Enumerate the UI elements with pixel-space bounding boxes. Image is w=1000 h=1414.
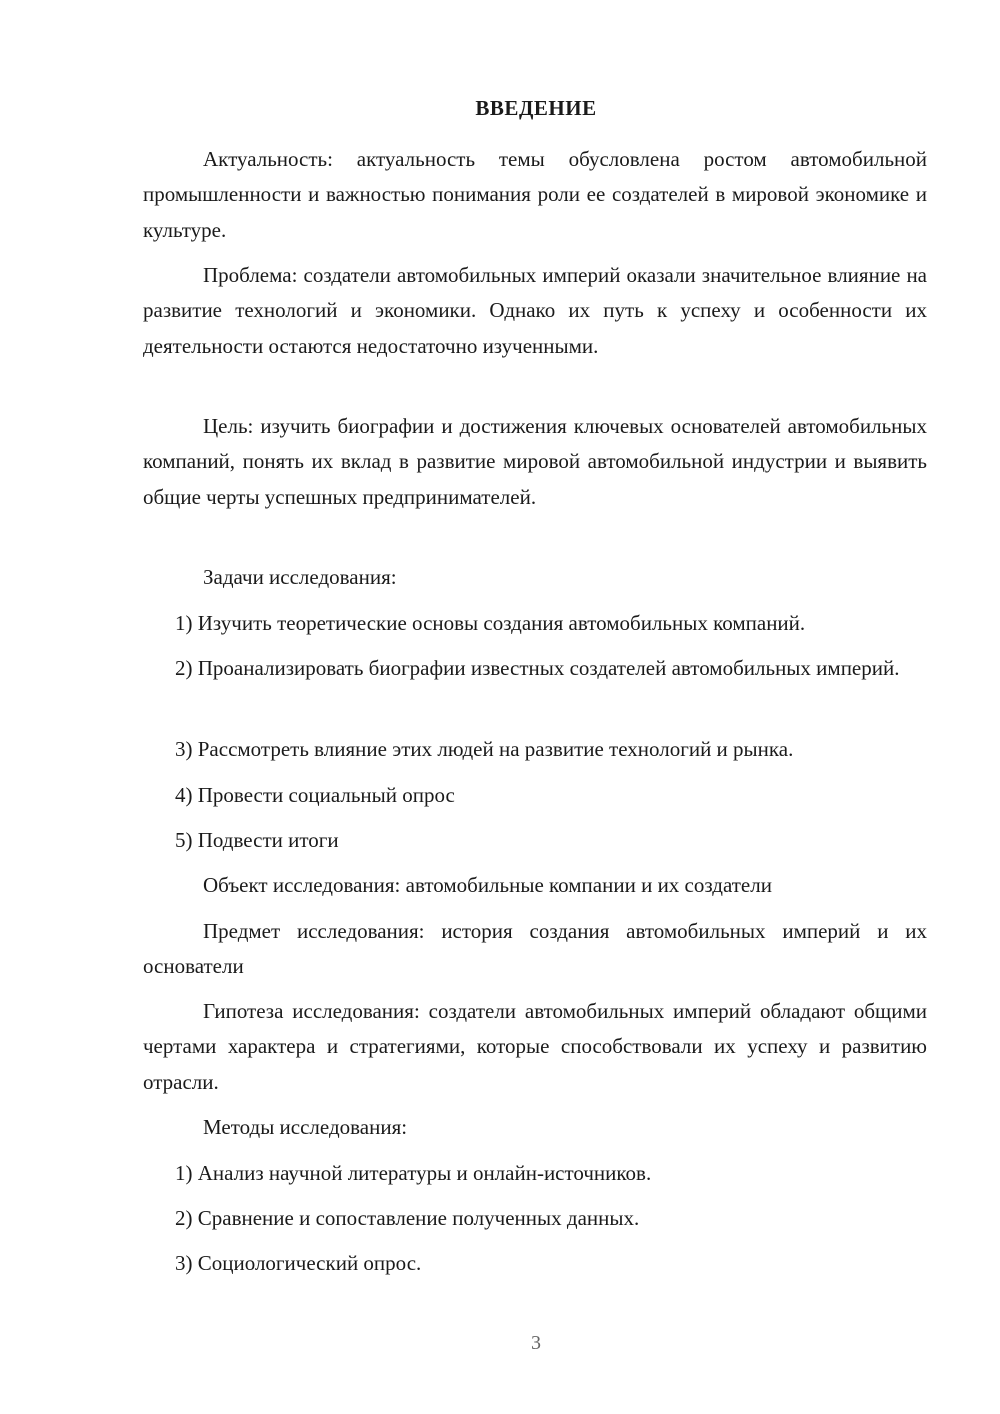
problem-paragraph: Проблема: создатели автомобильных империй оказали значительное влияние на развитие технологий и экономики. Однако их путь к успеху и особенности их деятельности остаются недостаточно изученными. [143, 263, 927, 358]
task-item-2: 2) Проанализировать биографии известных создателей автомобильных империй. [175, 656, 900, 680]
hypothesis-paragraph: Гипотеза исследования: создатели автомобильных империй обладают общими чертами характера и стратегиями, которые способствовали их успеху и развитию отрасли. [143, 999, 927, 1094]
task-item-4: 4) Провести социальный опрос [175, 783, 455, 807]
method-item-3: 3) Социологический опрос. [175, 1251, 422, 1275]
goal-paragraph: Цель: изучить биографии и достижения ключевых основателей автомобильных компаний, понять их вклад в развитие мировой автомобильной индустрии и выявить общие черты успешных предпринимателей. [143, 414, 927, 509]
method-item-2: 2) Сравнение и сопоставление полученных данных. [175, 1206, 640, 1230]
relevance-paragraph: Актуальность: актуальность темы обусловлена ростом автомобильной промышленности и важностью понимания роли ее создателей в мировой экономике и культуре. [143, 147, 927, 242]
method-item-1: 1) Анализ научной литературы и онлайн-источников. [175, 1161, 652, 1185]
task-item-1: 1) Изучить теоретические основы создания автомобильных компаний. [175, 611, 806, 635]
methods-heading: Методы исследования: [203, 1115, 408, 1139]
object-paragraph: Объект исследования: автомобильные компании и их создатели [203, 873, 772, 897]
page-title: ВВЕДЕНИЕ [475, 96, 597, 120]
tasks-heading: Задачи исследования: [203, 565, 397, 589]
task-item-5: 5) Подвести итоги [175, 828, 339, 852]
task-item-3: 3) Рассмотреть влияние этих людей на развитие технологий и рынка. [175, 737, 794, 761]
page-number: 3 [531, 1332, 541, 1354]
subject-paragraph: Предмет исследования: история создания автомобильных империй и их основатели [143, 919, 927, 979]
